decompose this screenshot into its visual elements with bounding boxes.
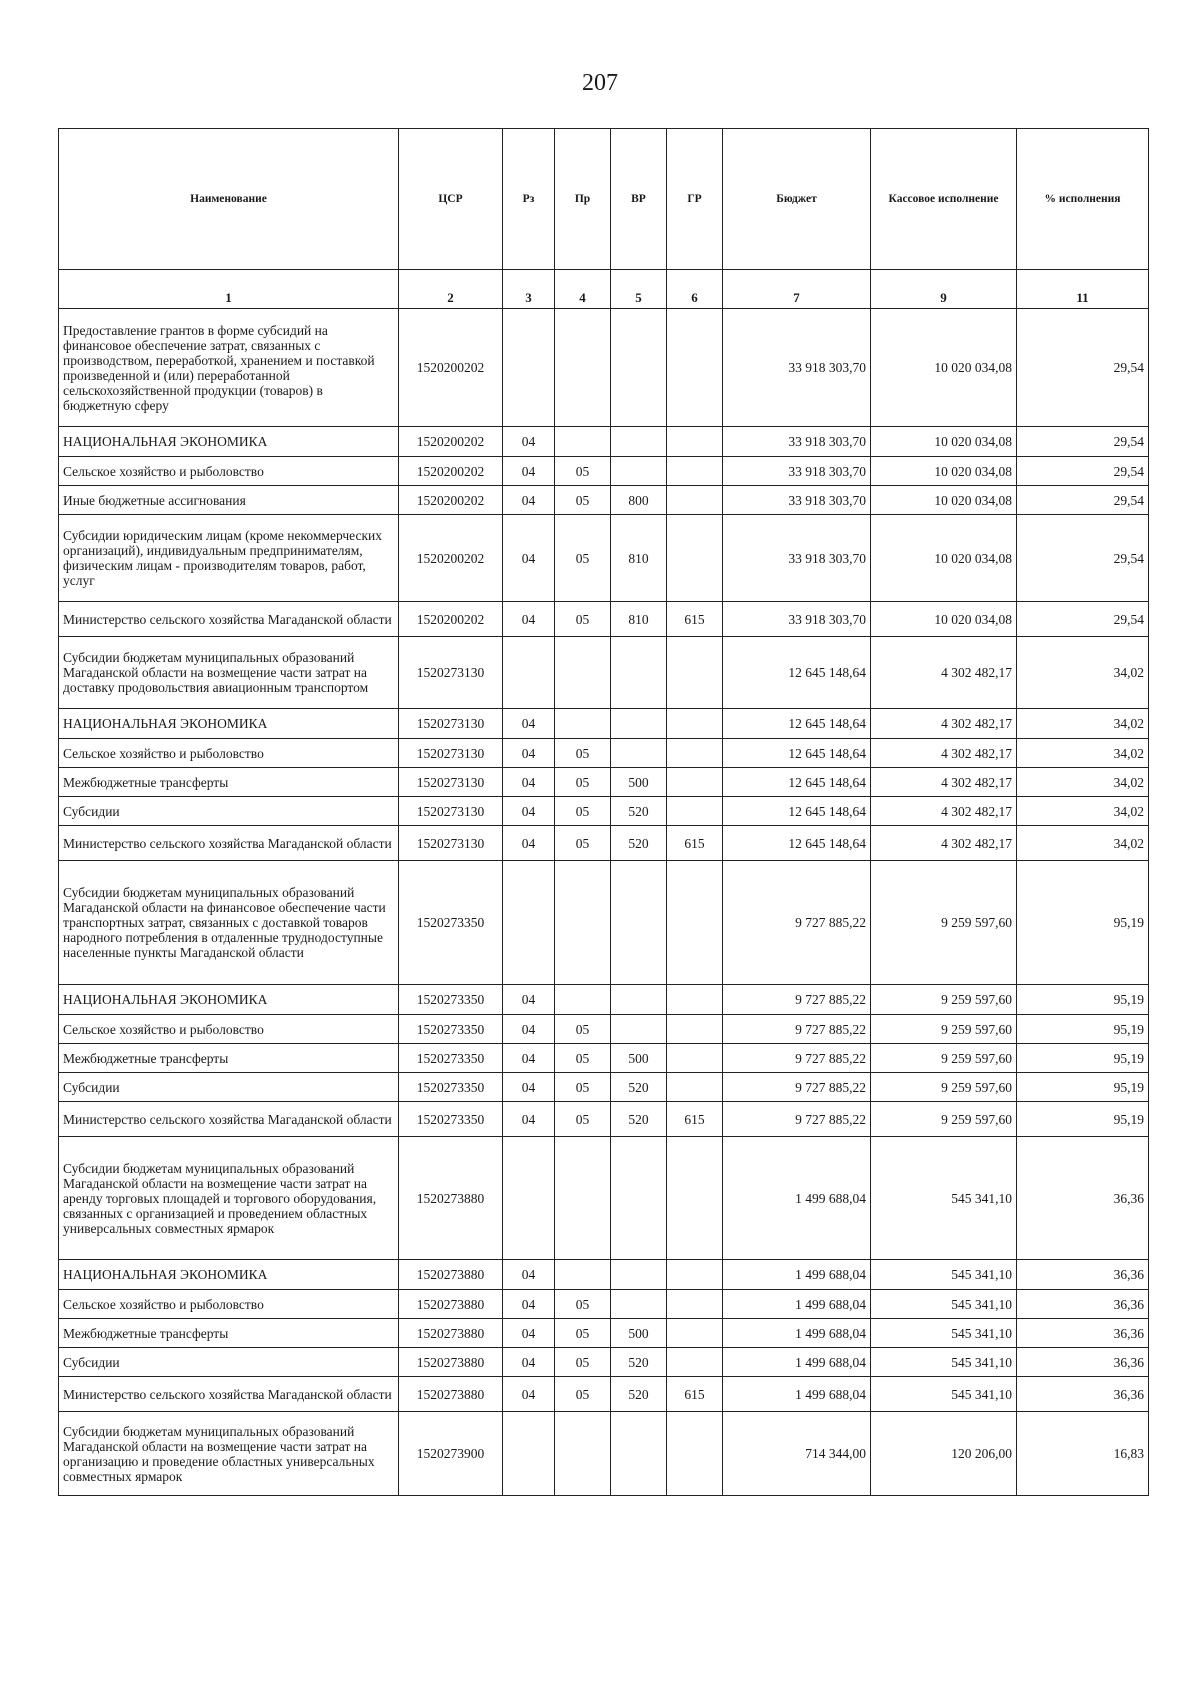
row-pr: 05 <box>555 1348 611 1377</box>
row-percent: 29,54 <box>1017 515 1149 602</box>
row-rz <box>503 1137 555 1260</box>
row-gr <box>667 1319 723 1348</box>
row-percent: 95,19 <box>1017 1015 1149 1044</box>
row-pr: 05 <box>555 486 611 515</box>
row-name: Сельское хозяйство и рыболовство <box>59 457 399 486</box>
row-vr <box>611 457 667 486</box>
row-vr: 800 <box>611 486 667 515</box>
row-rz: 04 <box>503 1260 555 1290</box>
row-name: Министерство сельского хозяйства Магаданской области <box>59 1377 399 1412</box>
row-csr: 1520200202 <box>399 515 503 602</box>
row-gr: 615 <box>667 602 723 637</box>
row-vr: 810 <box>611 602 667 637</box>
column-number: 7 <box>723 270 871 309</box>
row-gr <box>667 739 723 768</box>
table-row <box>59 1377 1149 1412</box>
row-name: Межбюджетные трансферты <box>59 1319 399 1348</box>
row-gr <box>667 309 723 427</box>
column-number: 6 <box>667 270 723 309</box>
row-vr <box>611 709 667 739</box>
row-pr: 05 <box>555 515 611 602</box>
row-percent: 95,19 <box>1017 985 1149 1015</box>
row-name: Иные бюджетные ассигнования <box>59 486 399 515</box>
header-budget: Бюджет <box>723 129 871 270</box>
table-row <box>59 1044 1149 1073</box>
row-name: Межбюджетные трансферты <box>59 768 399 797</box>
row-csr: 1520273880 <box>399 1290 503 1319</box>
row-name: НАЦИОНАЛЬНАЯ ЭКОНОМИКА <box>59 709 399 739</box>
table-row <box>59 1412 1149 1496</box>
row-percent: 34,02 <box>1017 739 1149 768</box>
row-cash-execution: 4 302 482,17 <box>871 797 1017 826</box>
column-number: 3 <box>503 270 555 309</box>
row-cash-execution: 10 020 034,08 <box>871 309 1017 427</box>
column-number: 9 <box>871 270 1017 309</box>
row-percent: 16,83 <box>1017 1412 1149 1496</box>
row-name: Межбюджетные трансферты <box>59 1044 399 1073</box>
row-percent: 34,02 <box>1017 797 1149 826</box>
row-gr <box>667 768 723 797</box>
row-cash-execution: 4 302 482,17 <box>871 826 1017 861</box>
row-pr: 05 <box>555 739 611 768</box>
row-vr: 520 <box>611 797 667 826</box>
row-vr <box>611 985 667 1015</box>
row-cash-execution: 4 302 482,17 <box>871 709 1017 739</box>
row-gr <box>667 1073 723 1102</box>
row-rz: 04 <box>503 602 555 637</box>
header-pr: Пр <box>555 129 611 270</box>
row-cash-execution: 9 259 597,60 <box>871 985 1017 1015</box>
header-csr: ЦСР <box>399 129 503 270</box>
row-rz: 04 <box>503 1044 555 1073</box>
row-pr <box>555 861 611 985</box>
row-budget: 33 918 303,70 <box>723 486 871 515</box>
row-pr: 05 <box>555 457 611 486</box>
row-gr <box>667 1015 723 1044</box>
table-row <box>59 602 1149 637</box>
row-name: НАЦИОНАЛЬНАЯ ЭКОНОМИКА <box>59 985 399 1015</box>
row-rz: 04 <box>503 797 555 826</box>
row-rz: 04 <box>503 457 555 486</box>
header-row <box>59 129 1149 270</box>
table-row <box>59 637 1149 709</box>
row-name: Сельское хозяйство и рыболовство <box>59 739 399 768</box>
row-gr <box>667 1044 723 1073</box>
row-vr <box>611 1260 667 1290</box>
row-csr: 1520273130 <box>399 797 503 826</box>
row-pr <box>555 1412 611 1496</box>
row-csr: 1520273880 <box>399 1319 503 1348</box>
row-budget: 33 918 303,70 <box>723 457 871 486</box>
row-name: Министерство сельского хозяйства Магаданской области <box>59 826 399 861</box>
row-name: Сельское хозяйство и рыболовство <box>59 1015 399 1044</box>
table-row <box>59 1319 1149 1348</box>
row-vr <box>611 309 667 427</box>
row-vr: 520 <box>611 1102 667 1137</box>
row-budget: 1 499 688,04 <box>723 1377 871 1412</box>
row-rz <box>503 637 555 709</box>
table-row <box>59 826 1149 861</box>
row-pr <box>555 637 611 709</box>
row-name: Субсидии бюджетам муниципальных образований Магаданской области на возмещение части затрат на аренду торговых площадей и торгового оборудования, связанных с организацией и проведением областных универсальных совместных ярмарок <box>59 1137 399 1260</box>
column-number: 11 <box>1017 270 1149 309</box>
row-pr: 05 <box>555 1290 611 1319</box>
row-cash-execution: 10 020 034,08 <box>871 486 1017 515</box>
row-budget: 9 727 885,22 <box>723 1044 871 1073</box>
row-percent: 29,54 <box>1017 486 1149 515</box>
row-cash-execution: 545 341,10 <box>871 1348 1017 1377</box>
column-number-row <box>59 270 1149 309</box>
row-budget: 33 918 303,70 <box>723 309 871 427</box>
row-cash-execution: 545 341,10 <box>871 1290 1017 1319</box>
header-rz: Рз <box>503 129 555 270</box>
row-vr: 520 <box>611 826 667 861</box>
row-rz: 04 <box>503 1015 555 1044</box>
row-budget: 9 727 885,22 <box>723 1015 871 1044</box>
row-percent: 95,19 <box>1017 1073 1149 1102</box>
row-name: НАЦИОНАЛЬНАЯ ЭКОНОМИКА <box>59 427 399 457</box>
row-name: Субсидии бюджетам муниципальных образований Магаданской области на финансовое обеспечение части транспортных затрат, связанных с доставкой товаров народного потребления в отдаленные труднодоступные населенные пункты Магаданской области <box>59 861 399 985</box>
row-csr: 1520200202 <box>399 457 503 486</box>
row-cash-execution: 4 302 482,17 <box>871 768 1017 797</box>
row-budget: 1 499 688,04 <box>723 1319 871 1348</box>
row-cash-execution: 545 341,10 <box>871 1137 1017 1260</box>
row-percent: 95,19 <box>1017 1044 1149 1073</box>
row-cash-execution: 10 020 034,08 <box>871 457 1017 486</box>
table-row <box>59 985 1149 1015</box>
row-vr: 520 <box>611 1377 667 1412</box>
row-csr: 1520273880 <box>399 1260 503 1290</box>
row-rz: 04 <box>503 1102 555 1137</box>
row-gr <box>667 457 723 486</box>
row-cash-execution: 9 259 597,60 <box>871 861 1017 985</box>
row-gr <box>667 985 723 1015</box>
column-number: 1 <box>59 270 399 309</box>
row-cash-execution: 10 020 034,08 <box>871 515 1017 602</box>
row-csr: 1520200202 <box>399 486 503 515</box>
row-rz: 04 <box>503 1319 555 1348</box>
row-budget: 12 645 148,64 <box>723 637 871 709</box>
row-pr <box>555 985 611 1015</box>
row-pr: 05 <box>555 1102 611 1137</box>
row-cash-execution: 9 259 597,60 <box>871 1044 1017 1073</box>
row-vr <box>611 1015 667 1044</box>
row-percent: 29,54 <box>1017 457 1149 486</box>
row-vr <box>611 637 667 709</box>
row-csr: 1520273350 <box>399 861 503 985</box>
table-row <box>59 515 1149 602</box>
row-csr: 1520273880 <box>399 1348 503 1377</box>
row-csr: 1520273130 <box>399 768 503 797</box>
row-percent: 29,54 <box>1017 309 1149 427</box>
row-gr: 615 <box>667 826 723 861</box>
row-percent: 29,54 <box>1017 602 1149 637</box>
row-pr <box>555 1137 611 1260</box>
row-cash-execution: 120 206,00 <box>871 1412 1017 1496</box>
row-rz: 04 <box>503 985 555 1015</box>
row-percent: 34,02 <box>1017 826 1149 861</box>
row-name: Министерство сельского хозяйства Магаданской области <box>59 602 399 637</box>
row-csr: 1520200202 <box>399 427 503 457</box>
row-csr: 1520200202 <box>399 309 503 427</box>
row-budget: 9 727 885,22 <box>723 861 871 985</box>
row-cash-execution: 545 341,10 <box>871 1260 1017 1290</box>
table-row <box>59 1290 1149 1319</box>
table-row <box>59 739 1149 768</box>
table-row <box>59 797 1149 826</box>
row-name: Субсидии <box>59 1073 399 1102</box>
row-gr <box>667 861 723 985</box>
row-csr: 1520273880 <box>399 1137 503 1260</box>
row-budget: 12 645 148,64 <box>723 826 871 861</box>
row-csr: 1520273350 <box>399 1044 503 1073</box>
table-row <box>59 1015 1149 1044</box>
column-number: 2 <box>399 270 503 309</box>
row-name: Субсидии <box>59 797 399 826</box>
row-budget: 1 499 688,04 <box>723 1137 871 1260</box>
row-pr: 05 <box>555 797 611 826</box>
row-percent: 34,02 <box>1017 637 1149 709</box>
row-pr: 05 <box>555 1073 611 1102</box>
table-row <box>59 709 1149 739</box>
table-row <box>59 1348 1149 1377</box>
row-gr <box>667 515 723 602</box>
row-gr <box>667 1260 723 1290</box>
row-vr: 500 <box>611 1044 667 1073</box>
row-budget: 12 645 148,64 <box>723 768 871 797</box>
row-budget: 1 499 688,04 <box>723 1260 871 1290</box>
row-budget: 9 727 885,22 <box>723 1102 871 1137</box>
row-csr: 1520273130 <box>399 826 503 861</box>
row-name: Субсидии бюджетам муниципальных образований Магаданской области на возмещение части затрат на организацию и проведение областных универсальных совместных ярмарок <box>59 1412 399 1496</box>
row-percent: 36,36 <box>1017 1290 1149 1319</box>
row-name: Субсидии бюджетам муниципальных образований Магаданской области на возмещение части затрат на доставку продовольствия авиационным транспортом <box>59 637 399 709</box>
row-vr: 810 <box>611 515 667 602</box>
row-csr: 1520273900 <box>399 1412 503 1496</box>
row-gr: 615 <box>667 1377 723 1412</box>
table-row <box>59 861 1149 985</box>
row-rz: 04 <box>503 486 555 515</box>
header-name: Наименование <box>59 129 399 270</box>
row-percent: 36,36 <box>1017 1319 1149 1348</box>
row-rz: 04 <box>503 1073 555 1102</box>
row-vr <box>611 427 667 457</box>
row-budget: 33 918 303,70 <box>723 427 871 457</box>
column-number: 4 <box>555 270 611 309</box>
row-percent: 34,02 <box>1017 709 1149 739</box>
row-vr: 500 <box>611 1319 667 1348</box>
row-cash-execution: 9 259 597,60 <box>871 1015 1017 1044</box>
row-budget: 12 645 148,64 <box>723 797 871 826</box>
row-cash-execution: 4 302 482,17 <box>871 739 1017 768</box>
row-budget: 714 344,00 <box>723 1412 871 1496</box>
row-percent: 36,36 <box>1017 1377 1149 1412</box>
row-rz: 04 <box>503 1348 555 1377</box>
row-budget: 1 499 688,04 <box>723 1348 871 1377</box>
row-pr: 05 <box>555 826 611 861</box>
row-cash-execution: 10 020 034,08 <box>871 602 1017 637</box>
row-vr: 500 <box>611 768 667 797</box>
row-rz: 04 <box>503 709 555 739</box>
row-name: Субсидии <box>59 1348 399 1377</box>
row-name: Предоставление грантов в форме субсидий на финансовое обеспечение затрат, связанных с производством, переработкой, хранением и поставкой произведенной и (или) переработанной сельскохозяйственной продукции (товаров) в бюджетную сферу <box>59 309 399 427</box>
row-cash-execution: 4 302 482,17 <box>871 637 1017 709</box>
budget-execution-table <box>58 128 1149 1496</box>
row-rz: 04 <box>503 1290 555 1319</box>
row-csr: 1520200202 <box>399 602 503 637</box>
row-budget: 33 918 303,70 <box>723 602 871 637</box>
row-pr: 05 <box>555 1044 611 1073</box>
row-budget: 12 645 148,64 <box>723 709 871 739</box>
row-budget: 33 918 303,70 <box>723 515 871 602</box>
row-pr: 05 <box>555 1319 611 1348</box>
row-percent: 29,54 <box>1017 427 1149 457</box>
row-pr: 05 <box>555 1377 611 1412</box>
header-gr: ГР <box>667 129 723 270</box>
table-row <box>59 768 1149 797</box>
table-row <box>59 309 1149 427</box>
row-cash-execution: 545 341,10 <box>871 1319 1017 1348</box>
row-percent: 34,02 <box>1017 768 1149 797</box>
row-pr: 05 <box>555 1015 611 1044</box>
row-percent: 36,36 <box>1017 1260 1149 1290</box>
row-pr <box>555 1260 611 1290</box>
row-vr <box>611 1412 667 1496</box>
header-vr: ВР <box>611 129 667 270</box>
table-row <box>59 486 1149 515</box>
row-rz: 04 <box>503 739 555 768</box>
row-name: Сельское хозяйство и рыболовство <box>59 1290 399 1319</box>
row-rz: 04 <box>503 826 555 861</box>
row-csr: 1520273350 <box>399 1073 503 1102</box>
row-pr <box>555 709 611 739</box>
column-number: 5 <box>611 270 667 309</box>
table-row <box>59 1260 1149 1290</box>
row-budget: 12 645 148,64 <box>723 739 871 768</box>
row-budget: 9 727 885,22 <box>723 1073 871 1102</box>
row-cash-execution: 545 341,10 <box>871 1377 1017 1412</box>
row-gr <box>667 709 723 739</box>
row-rz <box>503 1412 555 1496</box>
row-rz <box>503 861 555 985</box>
row-name: Министерство сельского хозяйства Магаданской области <box>59 1102 399 1137</box>
table-row <box>59 1102 1149 1137</box>
row-vr <box>611 1290 667 1319</box>
row-gr <box>667 1290 723 1319</box>
row-gr <box>667 797 723 826</box>
row-name: НАЦИОНАЛЬНАЯ ЭКОНОМИКА <box>59 1260 399 1290</box>
row-vr <box>611 1137 667 1260</box>
row-csr: 1520273880 <box>399 1377 503 1412</box>
row-rz: 04 <box>503 768 555 797</box>
row-pr <box>555 427 611 457</box>
header-cash-execution: Кассовое исполнение <box>871 129 1017 270</box>
row-pr <box>555 309 611 427</box>
row-rz: 04 <box>503 515 555 602</box>
row-pr: 05 <box>555 602 611 637</box>
row-rz: 04 <box>503 427 555 457</box>
row-percent: 95,19 <box>1017 861 1149 985</box>
table-row <box>59 1073 1149 1102</box>
row-cash-execution: 10 020 034,08 <box>871 427 1017 457</box>
row-gr <box>667 637 723 709</box>
row-gr <box>667 1348 723 1377</box>
row-gr <box>667 1137 723 1260</box>
row-pr: 05 <box>555 768 611 797</box>
row-percent: 95,19 <box>1017 1102 1149 1137</box>
table-row <box>59 1137 1149 1260</box>
row-budget: 9 727 885,22 <box>723 985 871 1015</box>
row-budget: 1 499 688,04 <box>723 1290 871 1319</box>
row-gr <box>667 486 723 515</box>
row-csr: 1520273350 <box>399 985 503 1015</box>
table-row <box>59 427 1149 457</box>
row-csr: 1520273350 <box>399 1015 503 1044</box>
row-csr: 1520273130 <box>399 637 503 709</box>
row-gr <box>667 427 723 457</box>
row-rz <box>503 309 555 427</box>
row-csr: 1520273130 <box>399 739 503 768</box>
row-percent: 36,36 <box>1017 1137 1149 1260</box>
row-csr: 1520273130 <box>399 709 503 739</box>
header-percent-execution: % исполнения <box>1017 129 1149 270</box>
row-cash-execution: 9 259 597,60 <box>871 1102 1017 1137</box>
row-gr: 615 <box>667 1102 723 1137</box>
row-vr: 520 <box>611 1348 667 1377</box>
row-csr: 1520273350 <box>399 1102 503 1137</box>
row-vr <box>611 861 667 985</box>
page-number: 207 <box>582 70 618 96</box>
row-percent: 36,36 <box>1017 1348 1149 1377</box>
row-vr <box>611 739 667 768</box>
row-gr <box>667 1412 723 1496</box>
row-rz: 04 <box>503 1377 555 1412</box>
table-row <box>59 457 1149 486</box>
row-cash-execution: 9 259 597,60 <box>871 1073 1017 1102</box>
row-vr: 520 <box>611 1073 667 1102</box>
row-name: Субсидии юридическим лицам (кроме некоммерческих организаций), индивидуальным предпринимателям, физическим лицам - производителям товаров, работ, услуг <box>59 515 399 602</box>
